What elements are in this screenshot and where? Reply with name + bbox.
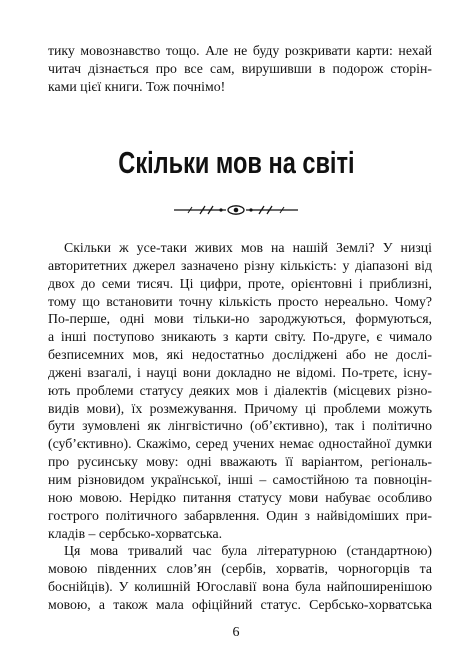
body-line: про русинську мову: одні вважають її варіантом, регіональ- [48, 454, 432, 470]
body-line: мовою південних слов’ян (сербів, хорватів, чорногорців та [48, 561, 432, 577]
body-line: кладів – сербсько-хорватська. [48, 525, 223, 541]
body-text [48, 239, 432, 614]
body-line: Ця мова тривалий час була літературною (стандартною) [64, 543, 432, 559]
section-heading [0, 145, 472, 187]
paragraph [48, 542, 432, 613]
section-heading-text: Скільки мов на світі [117, 145, 355, 180]
body-line: джені взагалі, і науці вони докладно не відомі. По-третє, існу- [48, 364, 432, 380]
body-line: двох до семи тисяч. Ці цифри, проте, орієнтовні і приблизні, [48, 275, 432, 291]
body-line: боснійців). У колишній Югославії вона була найпоширенішою [48, 579, 432, 595]
body-line: безписемних мов, які недостатньо досліджені або не дослі- [48, 347, 432, 363]
body-line: тому що встановити точну кількість просто нереально. Чому? [48, 293, 432, 309]
intro-paragraph [48, 42, 432, 96]
intro-line: тику мовознавство тощо. Але не буду розкривати карти: нехай [48, 43, 432, 58]
body-line: а інші поступово зникають з карти світу. По-друге, є чимало [48, 329, 432, 345]
body-line: авторитетних джерел зазначено різну кількість: у діапазоні від [48, 257, 432, 273]
body-line: мовою, а також мала офіційний статус. Сербсько-хорватська [48, 596, 432, 612]
body-line: бути зумовлені як лінгвістично (об’єктивно), так і політично [48, 418, 432, 434]
body-line: видів мови), їх розмежування. Причому ці проблеми можуть [48, 400, 432, 416]
body-line: По-перше, одні мови тільки-но зароджуються, формуються, [48, 311, 432, 327]
body-line: ною мовою. Нерідко питання статусу мови набуває особливо [48, 489, 432, 505]
body-line: Скільки ж усе-таки живих мов на нашій Землі? У низці [64, 240, 432, 255]
body-line: (суб’єктивно). Скажімо, серед учених немає одностайної думки [48, 436, 432, 452]
intro-line: ками цієї книги. Тож почнімо! [48, 78, 226, 94]
ornament-divider-icon [174, 203, 298, 217]
page-number: 6 [232, 625, 240, 640]
body-line: ють проблеми статусу деяких мов і діалектів (місцевих різно- [48, 382, 432, 398]
paragraph [48, 239, 432, 542]
body-line: ним різновидом української, інші – самостійною та повноцін- [48, 471, 432, 487]
intro-line: читач дізнається про все сам, вирушивши в подорож сторін- [48, 60, 432, 76]
body-line: гострого політичного забарвлення. Один з найвідоміших при- [48, 507, 432, 523]
